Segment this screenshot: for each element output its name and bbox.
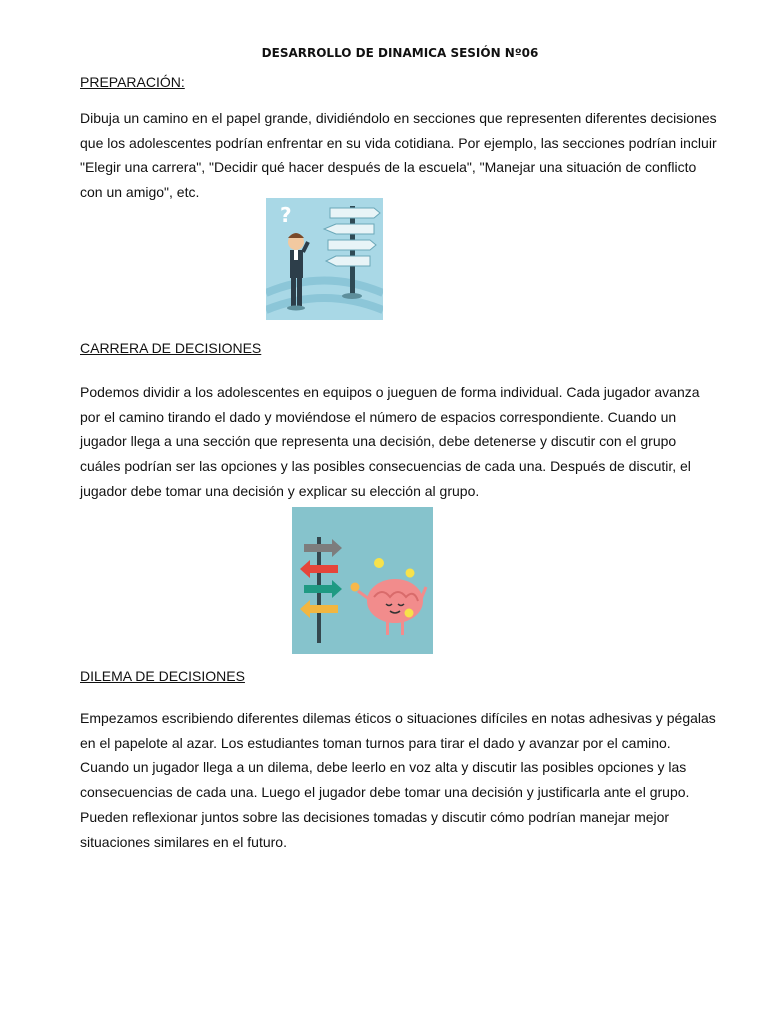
- svg-text:?: ?: [280, 203, 292, 227]
- section-heading-dilema: DILEMA DE DECISIONES: [80, 668, 245, 684]
- section-body-preparacion: Dibuja un camino en el papel grande, dividiéndolo en secciones que representen diferentes decisiones que los adolescentes podrían enfrentar en su vida cotidiana. Por ejemplo, las secciones podrían incluir "Elegir una carrera", "Decidir qué hacer después de la escuela", "Manejar una situación de conflicto con un amigo", etc.: [80, 110, 717, 201]
- brain-arrows-image: [292, 507, 433, 654]
- section-body-dilema: Empezamos escribiendo diferentes dilemas éticos o situaciones difíciles en notas adhesivas y pégalas en el papelote al azar. Los estudiantes toman turnos para tirar el dado y avanzar por el camino. Cuando un jugador llega a un dilema, debe leerlo en voz alta y discutir las posibles opciones y las consecuencias de cada una. Luego el jugador debe tomar una decisión y justificarla ante el grupo. Pueden reflexionar juntos sobre las decisiones tomadas y discutir cómo podrían manejar mejor situaciones similares en el futuro.: [80, 710, 716, 850]
- section-body-carrera: Podemos dividir a los adolescentes en equipos o jueguen de forma individual. Cada jugador avanza por el camino tirando el dado y moviéndose el número de espacios correspondiente. Cuando un jugador llega a una sección que representa una decisión, debe detenerse y discutir con el grupo cuáles podrían ser las opciones y las posibles consecuencias de cada una. Después de discutir, el jugador debe tomar una decisión y explicar su elección al grupo.: [80, 384, 700, 499]
- section-heading-preparacion: PREPARACIÓN:: [80, 74, 185, 90]
- document-title: DESARROLLO DE DINAMICA SESIÓN Nº06: [261, 46, 539, 60]
- confused-man-signpost-image: [266, 198, 383, 320]
- section-heading-carrera: CARRERA DE DECISIONES: [80, 340, 262, 356]
